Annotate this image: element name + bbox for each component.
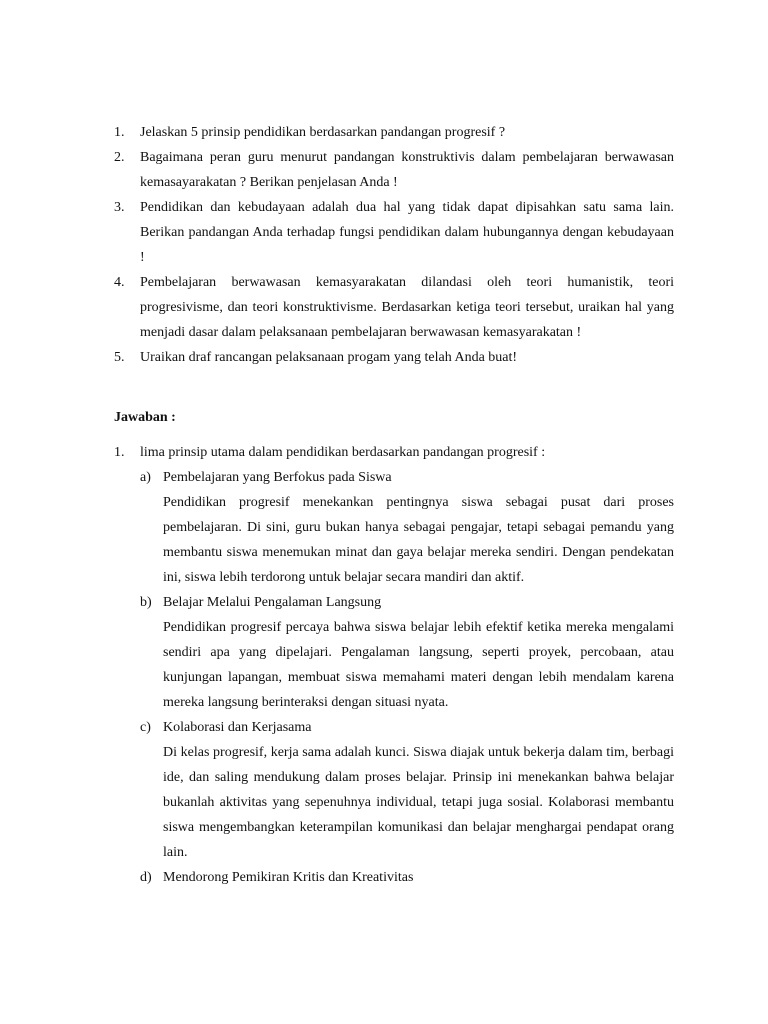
sub-item-letter: c) (140, 720, 151, 735)
question-list (114, 120, 674, 370)
question-text: Uraikan draf rancangan pelaksanaan progam yang telah Anda buat! (140, 350, 518, 365)
question-text: Bagaimana peran guru menurut pandangan konstruktivis dalam pembelajaran berwawasan kemasayarakatan ? Berikan penjelasan Anda ! (140, 150, 674, 190)
sub-item-heading (114, 590, 674, 615)
question-text: Jelaskan 5 prinsip pendidikan berdasarkan pandangan progresif ? (140, 125, 506, 140)
answers-heading: Jawaban : (114, 410, 176, 425)
question-item (114, 145, 674, 195)
question-number: 1. (114, 125, 125, 140)
sub-item-body: Pendidikan progresif menekankan pentingnya siswa sebagai pusat dari proses pembelajaran. Di sini, guru bukan hanya sebagai pengajar, tetapi sebagai pemandu yang membantu siswa menemukan minat dan gaya belajar mereka sendiri. Dengan pendekatan ini, siswa lebih terdorong untuk belajar secara mandiri dan aktif. (163, 495, 674, 585)
sub-item-heading (114, 865, 674, 890)
sub-item-title: Pembelajaran yang Berfokus pada Siswa (163, 470, 392, 485)
sub-item-letter: a) (140, 470, 151, 485)
answer-intro: lima prinsip utama dalam pendidikan berdasarkan pandangan progresif : (140, 445, 546, 460)
question-item (114, 120, 674, 145)
question-item (114, 270, 674, 345)
question-item (114, 345, 674, 370)
sub-item-heading (114, 715, 674, 740)
sub-item-title: Belajar Melalui Pengalaman Langsung (163, 595, 382, 610)
sub-item-title: Kolaborasi dan Kerjasama (163, 720, 312, 735)
question-number: 5. (114, 350, 125, 365)
answer-number: 1. (114, 445, 125, 460)
question-number: 4. (114, 275, 125, 290)
question-item (114, 195, 674, 270)
sub-item-title: Mendorong Pemikiran Kritis dan Kreativitas (163, 870, 414, 885)
question-text: Pendidikan dan kebudayaan adalah dua hal yang tidak dapat dipisahkan satu sama lain. Berikan pandangan Anda terhadap fungsi pendidikan dalam hubungannya dengan kebudayaan ! (140, 200, 674, 265)
sub-item-body: Di kelas progresif, kerja sama adalah kunci. Siswa diajak untuk bekerja dalam tim, berbagi ide, dan saling mendukung dalam proses belajar. Prinsip ini menekankan bahwa belajar bukanlah aktivitas yang sepenuhnya individual, tetapi juga sosial. Kolaborasi membantu siswa mengembangkan keterampilan komunikasi dan belajar menghargai pendapat orang lain. (163, 745, 674, 860)
answer-list (114, 440, 674, 890)
sub-item-heading (114, 465, 674, 490)
sub-item-body: Pendidikan progresif percaya bahwa siswa belajar lebih efektif ketika mereka mengalami sendiri apa yang dipelajari. Pengalaman langsung, seperti proyek, percobaan, atau kunjungan lapangan, membuat siswa memahami materi dengan lebih mendalam karena mereka langsung berinteraksi dengan situasi nyata. (163, 620, 674, 710)
answer-item (114, 440, 674, 465)
question-text: Pembelajaran berwawasan kemasyarakatan dilandasi oleh teori humanistik, teori progresivisme, dan teori konstruktivisme. Berdasarkan ketiga teori tersebut, uraikan hal yang menjadi dasar dalam pelaksanaan pembelajaran berwawasan kemasyarakatan ! (140, 275, 674, 340)
sub-item-letter: d) (140, 870, 152, 885)
question-number: 3. (114, 200, 125, 215)
question-number: 2. (114, 150, 125, 165)
sub-item-letter: b) (140, 595, 152, 610)
